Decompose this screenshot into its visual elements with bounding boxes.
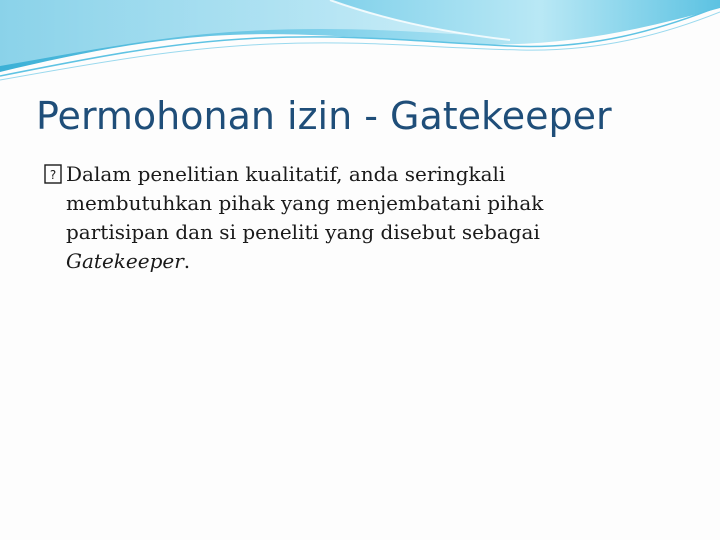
trailing-period: . — [183, 249, 191, 273]
bullet-line-2: membutuhkan pihak yang menjembatani pihak — [66, 191, 544, 215]
svg-text:?: ? — [49, 168, 57, 182]
bullet-line-4 — [44, 247, 664, 276]
bullet-text-line-1: Dalam penelitian kualitatif, anda seringkali — [66, 162, 506, 186]
bullet-paragraph — [44, 160, 664, 276]
bullet-line-3: partisipan dan si peneliti yang disebut sebagai — [66, 220, 540, 244]
bullet-line-1 — [44, 160, 664, 189]
missing-glyph-icon — [44, 164, 63, 184]
gatekeeper-term: Gatekeeper — [66, 249, 184, 273]
slide-title: Permohonan izin - Gatekeeper — [36, 94, 612, 138]
header-wave-decoration — [0, 0, 720, 90]
